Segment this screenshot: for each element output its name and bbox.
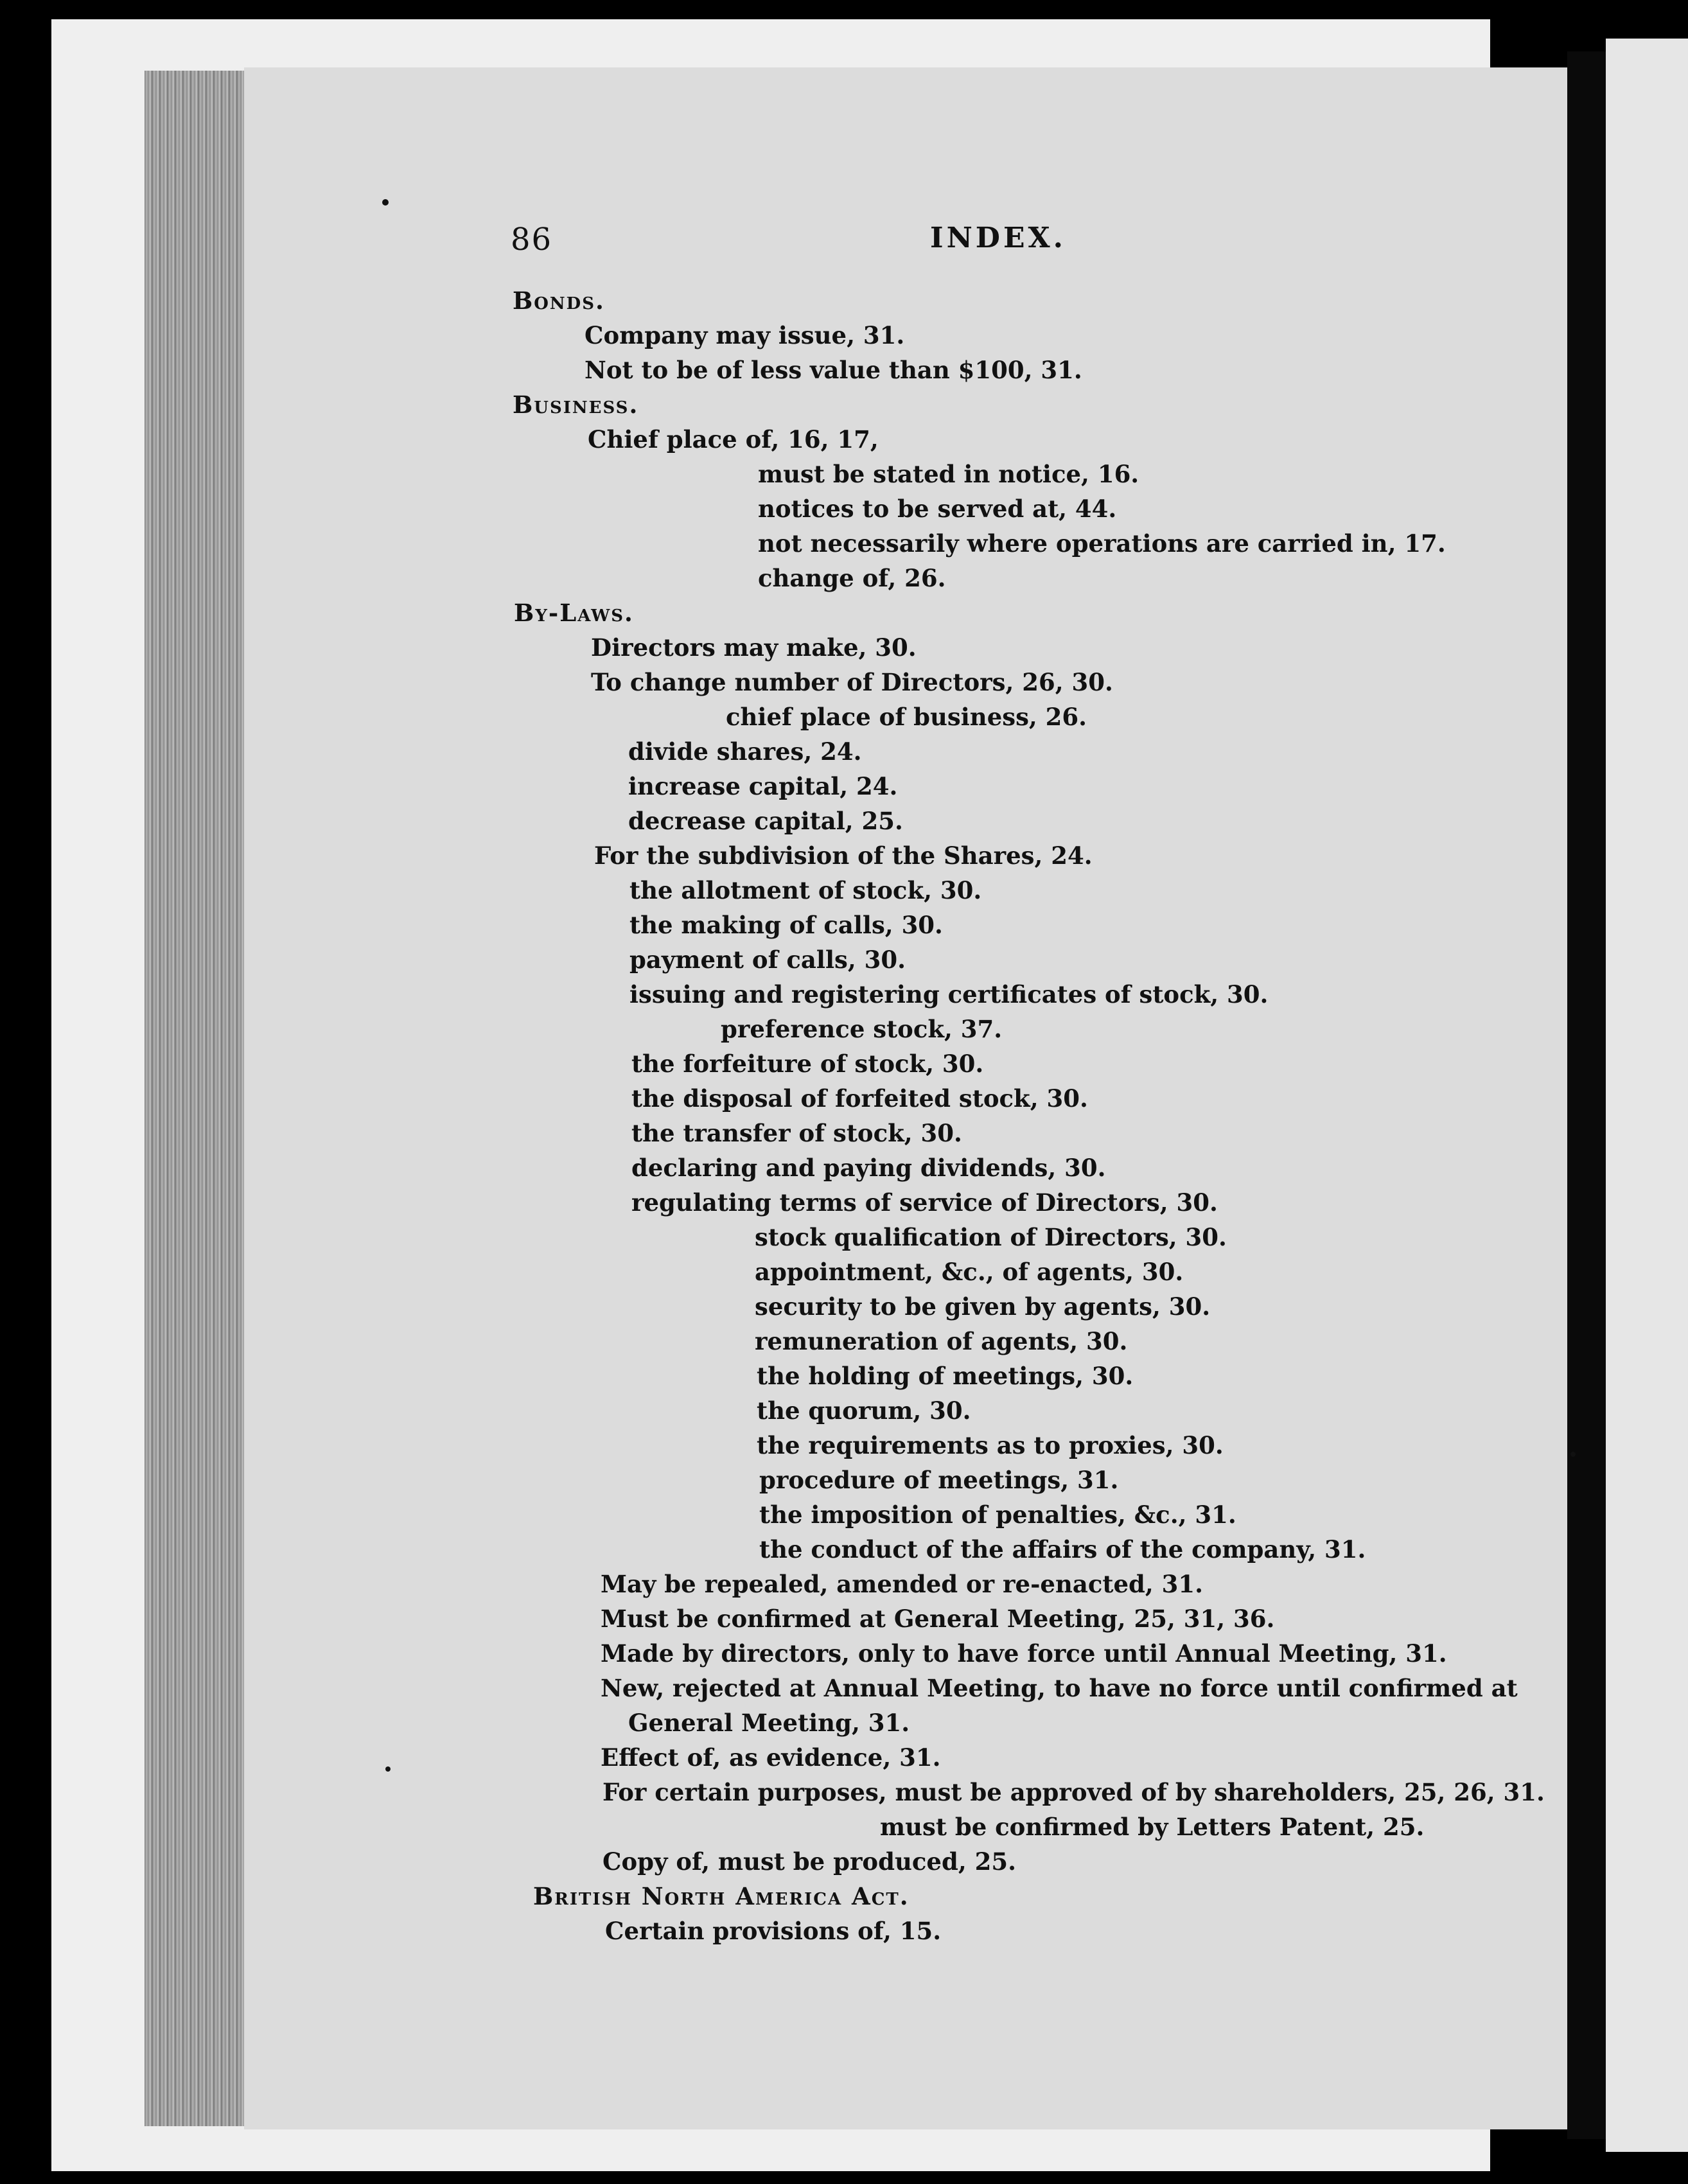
index-entry: For certain purposes, must be approved of by shareholders, 25, 26, 31. — [602, 1778, 1545, 1806]
index-entry: the imposition of penalties, &c., 31. — [759, 1501, 1236, 1529]
index-entry: chief place of business, 26. — [726, 703, 1087, 731]
index-entry: declaring and paying dividends, 30. — [631, 1154, 1106, 1182]
index-heading: Business. — [513, 391, 639, 419]
facing-page — [1606, 39, 1688, 2152]
index-entry: decrease capital, 25. — [628, 807, 903, 835]
index-heading: Bonds. — [513, 286, 605, 315]
index-entry: issuing and registering certificates of stock, 30. — [629, 980, 1269, 1008]
index-entry: must be stated in notice, 16. — [758, 460, 1139, 488]
page-number: 86 — [511, 222, 553, 258]
index-entry: General Meeting, 31. — [628, 1709, 910, 1737]
page-title: INDEX. — [930, 222, 1066, 254]
index-entry: the transfer of stock, 30. — [631, 1119, 962, 1147]
ink-speck — [1570, 1452, 1576, 1457]
index-entry: divide shares, 24. — [628, 737, 862, 766]
index-entry: the disposal of forfeited stock, 30. — [631, 1084, 1088, 1113]
book-binding — [1567, 51, 1606, 2139]
index-entry: the making of calls, 30. — [629, 911, 943, 939]
index-heading: British North America Act. — [533, 1882, 910, 1910]
index-entry: New, rejected at Annual Meeting, to have no force until confirmed at — [601, 1674, 1518, 1702]
index-entry: payment of calls, 30. — [629, 946, 906, 974]
index-entry: Company may issue, 31. — [585, 321, 905, 349]
index-entry: procedure of meetings, 31. — [759, 1466, 1119, 1494]
index-entry: the requirements as to proxies, 30. — [757, 1431, 1224, 1459]
index-entry: remuneration of agents, 30. — [755, 1327, 1128, 1355]
index-entry: security to be given by agents, 30. — [755, 1292, 1211, 1321]
index-entry: not necessarily where operations are carried in, 17. — [758, 529, 1446, 558]
index-entry: Made by directors, only to have force until Annual Meeting, 31. — [601, 1639, 1447, 1668]
index-entry: stock qualification of Directors, 30. — [755, 1223, 1227, 1251]
index-entry: the quorum, 30. — [757, 1396, 971, 1425]
index-entry: notices to be served at, 44. — [758, 495, 1117, 523]
index-entry: Effect of, as evidence, 31. — [601, 1743, 941, 1772]
index-entry: preference stock, 37. — [721, 1015, 1003, 1043]
index-entry: Certain provisions of, 15. — [605, 1917, 942, 1945]
index-entry: May be repealed, amended or re-enacted, 31. — [601, 1570, 1204, 1598]
index-entry: Copy of, must be produced, 25. — [602, 1847, 1016, 1876]
ink-speck — [385, 1766, 391, 1772]
index-heading: By-Laws. — [514, 599, 634, 627]
index-entry: regulating terms of service of Directors, 30. — [631, 1188, 1218, 1217]
index-entry: Must be confirmed at General Meeting, 25, 31, 36. — [601, 1605, 1275, 1633]
index-entry: must be confirmed by Letters Patent, 25. — [880, 1813, 1425, 1841]
index-entry: the forfeiture of stock, 30. — [631, 1050, 984, 1078]
index-entry: the holding of meetings, 30. — [757, 1362, 1134, 1390]
ink-speck — [382, 199, 389, 206]
page-edges — [145, 71, 260, 2126]
index-entry: the conduct of the affairs of the company, 31. — [759, 1535, 1366, 1563]
index-entry: To change number of Directors, 26, 30. — [591, 668, 1113, 696]
index-entry: For the subdivision of the Shares, 24. — [594, 841, 1093, 870]
index-entry: increase capital, 24. — [628, 772, 898, 800]
index-entry: the allotment of stock, 30. — [629, 876, 982, 904]
index-entry: change of, 26. — [758, 564, 946, 592]
index-entry: appointment, &c., of agents, 30. — [755, 1258, 1184, 1286]
index-entry: Not to be of less value than $100, 31. — [585, 356, 1082, 384]
index-entry: Directors may make, 30. — [591, 633, 917, 662]
index-entry: Chief place of, 16, 17, — [588, 425, 879, 454]
